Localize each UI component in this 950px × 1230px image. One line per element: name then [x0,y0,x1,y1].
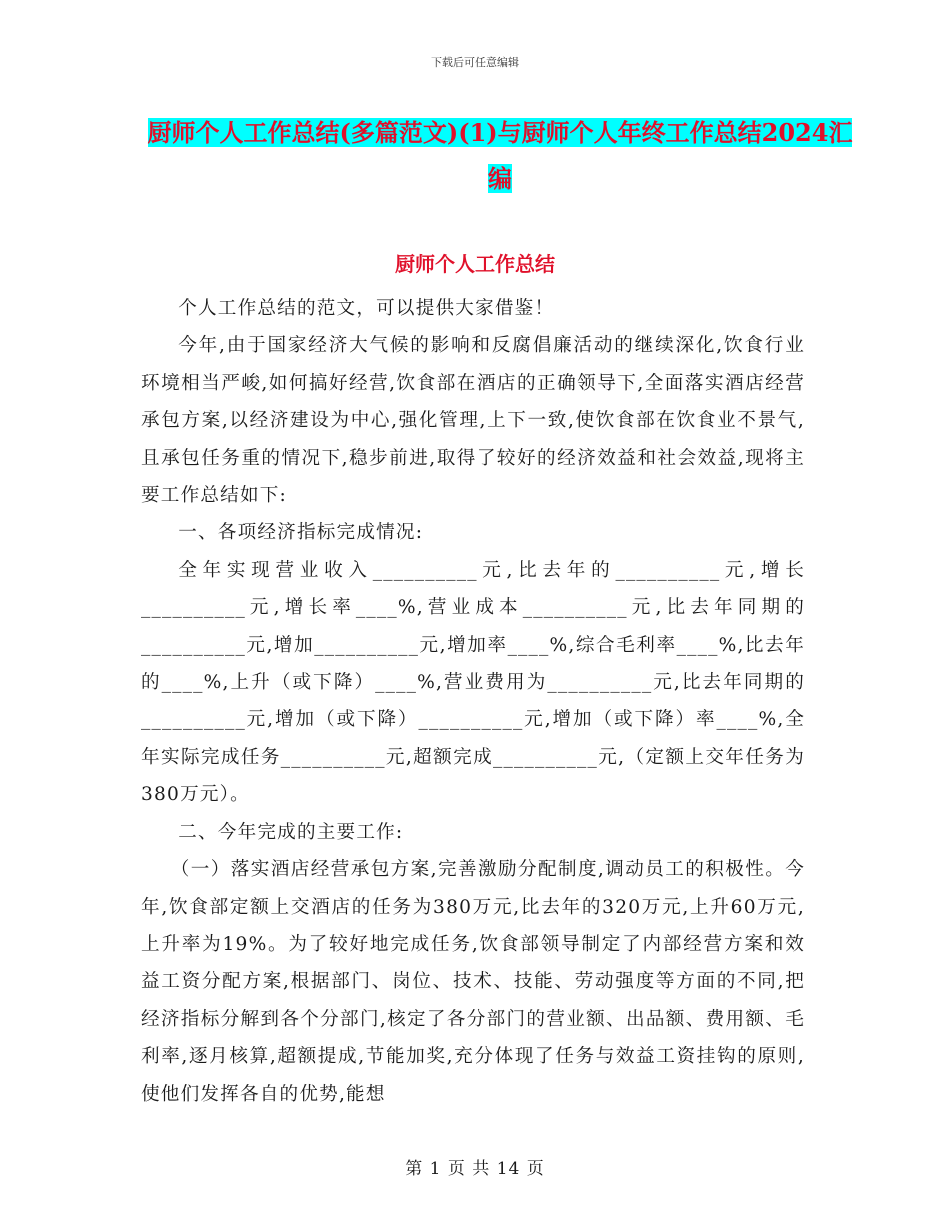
page-header-note: 下载后可任意编辑 [431,56,519,69]
page-number: 第 1 页 共 14 页 [405,1159,545,1179]
overview-paragraph: 今年,由于国家经济大气候的影响和反腐倡廉活动的继续深化,饮食行业环境相当严峻,如何搞好经营,饮食部在酒店的正确领导下,全面落实酒店经营承包方案,以经济建设为中心,强化管理,上下一致,使饮食部在饮食业不景气,且承包任务重的情况下,稳步前进,取得了较好的经济效益和社会效益,现将主要工作总结如下: [141,335,805,507]
document-title [140,110,860,202]
indicators-paragraph: 全年实现营业收入__________元,比去年的__________元,增长__________元,增长率____%,营业成本__________元,比去年同期的__________元,增加__________元,增加率____%,综合毛利率____%,比去年的____%,上升（或下降）____%,营业费用为__________元,比去年同期的__________元,增加（或下降）__________元,增加（或下降）率____%,全年实际完成任务__________元,超额完成__________元,（定额上交年任务为380万元）。 [141,559,805,806]
intro-paragraph: 个人工作总结的范文，可以提供大家借鉴！ [178,298,555,319]
section-title: 厨师个人工作总结 [395,252,555,276]
heading-economic-indicators: 一、各项经济指标完成情况: [178,522,424,544]
heading-main-work: 二、今年完成的主要工作: [178,821,404,843]
document-title-text: 厨师个人工作总结(多篇范文)(1)与厨师个人年终工作总结2024汇编 [147,118,853,193]
document-body [141,290,805,1113]
main-work-paragraph: （一）落实酒店经营承包方案,完善激励分配制度,调动员工的积极性。今年,饮食部定额上交酒店的任务为380万元,比去年的320万元,上升60万元,上升率为19%。为了较好地完成任务,饮食部领导制定了内部经营方案和效益工资分配方案,根据部门、岗位、技术、技能、劳动强度等方面的不同,把经济指标分解到各个分部门,核定了各分部门的营业额、出品额、费用额、毛利率,逐月核算,超额提成,节能加奖,充分体现了任务与效益工资挂钩的原则,使他们发挥各自的优势,能想 [141,859,805,1105]
